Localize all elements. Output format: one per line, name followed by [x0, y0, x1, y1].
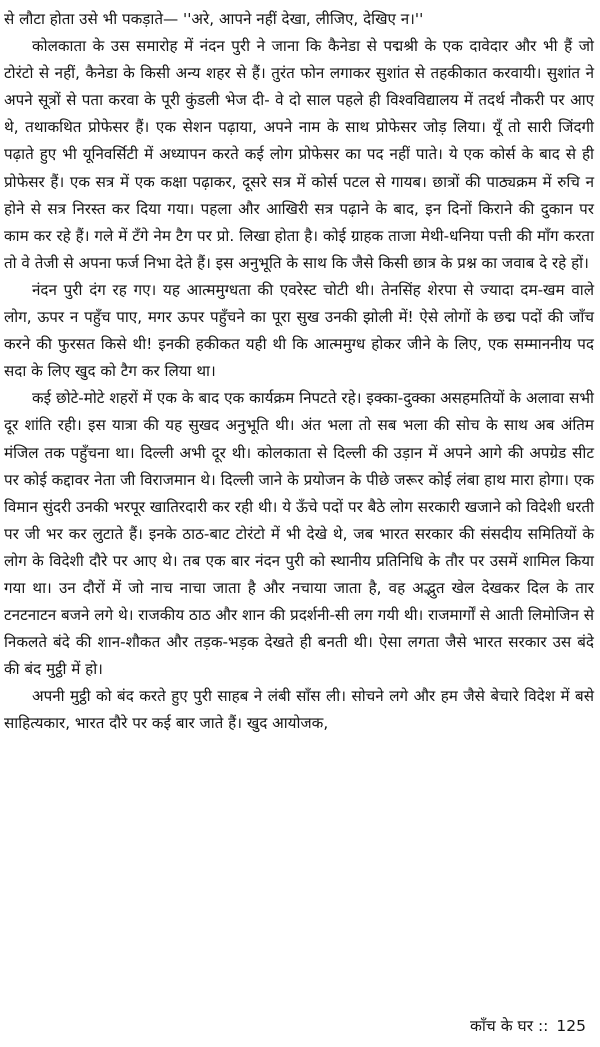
paragraph-1: से लौटा होता उसे भी पकड़ाते— ''अरे, आपने नहीं देखा, लीजिए, देखिए न।'' [4, 10, 424, 28]
paragraph-3: नंदन पुरी दंग रह गए। यह आत्ममुग्धता की एवरेस्ट चोटी थी। तेनसिंह शेरपा से ज्यादा दम-खम वाले लोग, ऊपर न पहुँच पाए, मगर ऊपर पहुँचने का पूरा सुख उनकी झोली में! ऐसे लोगों के छद्म पदों की जाँच करने की फुरसत किसे थी! इनकी हकीकत यही थी कि आत्ममुग्ध होकर जीने के लिए, एक सम्माननीय पद सदा के लिए खुद को टैग कर लिया था। [4, 280, 594, 381]
body-text [4, 6, 594, 738]
paragraph-2: कोलकाता के उस समारोह में नंदन पुरी ने जाना कि कैनेडा से पद्मश्री के एक दावेदार और भी हैं जो टोरंटो से नहीं, कैनेडा के किसी अन्य शहर से हैं। तुरंत फोन लगाकर सुशांत से तहकीकात करवायी। सुशांत ने अपने सूत्रों से पता करवा के पूरी कुंडली भेज दी- वे दो साल पहले ही विश्वविद्यालय में तदर्थ नौकरी पर आए थे, तथाकथित प्रोफेसर हैं। एक सेशन पढ़ाया, अपने नाम के साथ प्रोफेसर जोड़ लिया। यूँ तो सारी जिंदगी पढ़ाते हुए भी यूनिवर्सिटी में अध्यापन करते कई लोग प्रोफेसर का पद नहीं पाते। ये एक कोर्स के बाद से ही प्रोफेसर हैं। एक सत्र में एक कक्षा पढ़ाकर, दूसरे सत्र में कोर्स पटल से गायब। छात्रों की पाठ्यक्रम में रुचि न होने से सत्र निरस्त कर दिया गया। पहला और आखिरी सत्र पढ़ाने के बाद, इन दिनों किराने की दुकान पर काम कर रहे हैं। गले में टँगे नेम टैग पर प्रो. लिखा होता है। कोई ग्राहक ताजा मेथी-धनिया पत्ती की माँग करता तो वे तेजी से अपना फर्ज निभा देते हैं। इस अनुभूति के साथ कि जैसे किसी छात्र के प्रश्न का जवाब दे रहे हों। [4, 37, 594, 272]
page-number: 125 [556, 1017, 586, 1035]
paragraph-5: अपनी मुट्ठी को बंद करते हुए पुरी साहब ने लंबी साँस ली। सोचने लगे और हम जैसे बेचारे विदेश में बसे साहित्यकार, भारत दौरे पर कई बार जाते हैं। खुद आयोजक, [4, 687, 594, 733]
page-footer [470, 1015, 586, 1037]
running-title: काँच के घर :: [470, 1017, 549, 1035]
paragraph-4: कई छोटे-मोटे शहरों में एक के बाद एक कार्यक्रम निपटते रहे। इक्का-दुक्का असहमतियों के अलावा सभी दूर शांति रही। इस यात्रा की यह सुखद अनुभूति थी। अंत भला तो सब भला की सोच के साथ अब अंतिम मंजिल तक पहुँचना था। दिल्ली अभी दूर थी। कोलकाता से दिल्ली की उड़ान में अपने आगे की अपग्रेड सीट पर कोई कद्दावर नेता जी विराजमान थे। दिल्ली जाने के प्रयोजन के पीछे जरूर कोई लंबा हाथ मारा होगा। एक विमान सुंदरी उनकी भरपूर खातिरदारी कर रही थी। ये ऊँचे पदों पर बैठे लोग सरकारी खजाने को विदेशी धरती पर जी भर कर लुटाते हैं। इनके ठाठ-बाट टोरंटो में भी देखे थे, जब भारत सरकार की संसदीय समितियों के लोग के विदेशी दौरे पर आए थे। तब एक बार नंदन पुरी को स्थानीय प्रतिनिधि के तौर पर उसमें शामिल किया गया था। उन दौरों में जो नाच नाचा जाता है और नचाया जाता है, वह अद्भुत खेल देखकर दिल के तार टनटनाटन बजने लगे थे। राजकीय ठाठ और शान की प्रदर्शनी-सी लग गयी थी। राजमार्गों से आती लिमोजिन से निकलते बंदे की शान-शौकत और तड़क-भड़क देखते ही बनती थी। ऐसा लगता जैसे भारत सरकार उस बंदे की बंद मुट्ठी में हो। [4, 389, 594, 679]
